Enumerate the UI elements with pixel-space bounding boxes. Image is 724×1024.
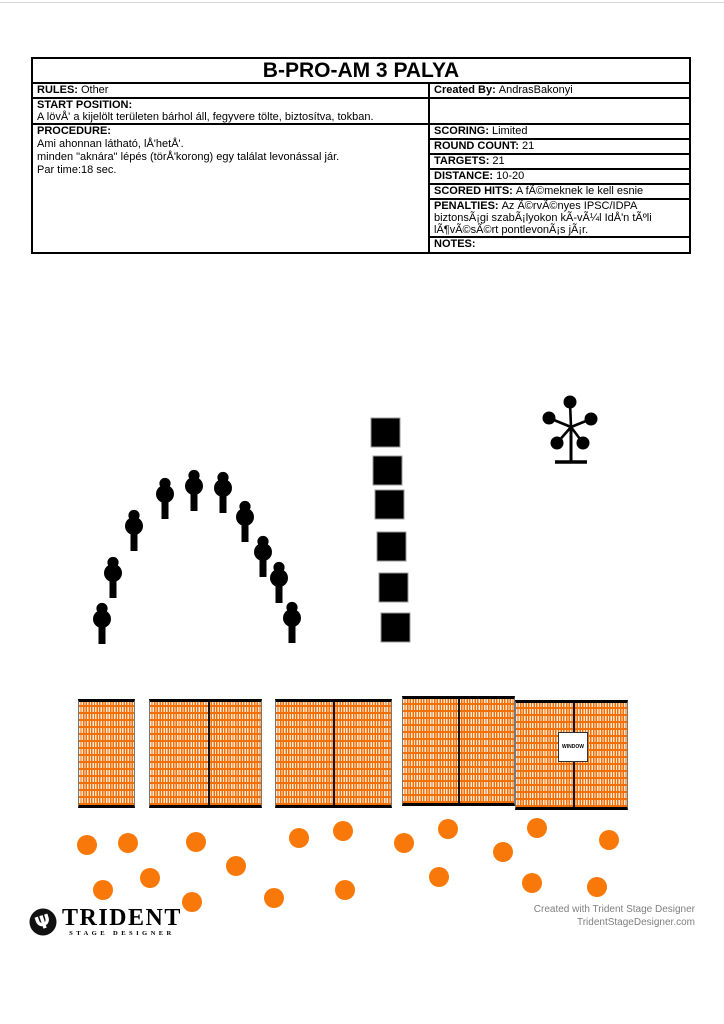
- plate-target: [381, 613, 410, 642]
- procedure-line: Par time:18 sec.: [37, 164, 117, 176]
- fault-dot: [226, 856, 246, 876]
- targets-label: TARGETS:: [434, 155, 490, 167]
- scoring-value: Limited: [492, 125, 528, 137]
- brand-subtitle: STAGE DESIGNER: [69, 929, 175, 937]
- popper-target: [283, 602, 301, 643]
- plate-target: [373, 456, 402, 485]
- procedure-line: Ami ahonnan látható, lÅ'hetÅ'.: [37, 138, 184, 150]
- plate-target: [379, 573, 408, 602]
- scoring-label: SCORING:: [434, 125, 489, 137]
- round-count-value: 21: [521, 140, 535, 152]
- notes-label: NOTES:: [434, 238, 476, 250]
- popper-target: [185, 470, 203, 511]
- fault-dot: [587, 877, 607, 897]
- credit-line: Created with Trident Stage Designer: [533, 904, 695, 915]
- fault-dot: [140, 868, 160, 888]
- plate-target: [375, 490, 404, 519]
- start-position-value: A lövÅ' a kijelölt területen bárhol áll, fegyvere tölte, biztosítva, tokban.: [37, 111, 374, 123]
- plate-target: [377, 532, 406, 561]
- fault-dot: [429, 867, 449, 887]
- window-label: WINDOW: [562, 744, 584, 750]
- popper-target: [93, 603, 111, 644]
- credits: [534, 903, 695, 929]
- svg-text:Ψ: Ψ: [32, 910, 54, 936]
- popper-target: [254, 536, 272, 577]
- targets-value: 21: [492, 155, 505, 167]
- fault-dot: [182, 892, 202, 912]
- stage-title: B-PRO-AM 3 PALYA: [33, 59, 689, 84]
- fault-dot: [438, 819, 458, 839]
- trident-icon: [28, 907, 58, 937]
- popper-target: [270, 562, 288, 603]
- start-position-label: START POSITION:: [37, 99, 133, 111]
- wall-window: [558, 732, 588, 762]
- popper-target: [125, 510, 143, 551]
- penalties-value: lÃ¶vÃ©sÃ©rt pontlevonÃ¡s jÃ¡r.: [434, 224, 589, 236]
- fault-dot: [335, 880, 355, 900]
- procedure-line: minden "aknára" lépés (törÅ'korong) egy találat levonással jár.: [37, 151, 340, 163]
- fault-dot: [527, 818, 547, 838]
- fault-dot: [522, 873, 542, 893]
- rules-label: RULES:: [37, 84, 78, 96]
- created-by-label: Created By:: [434, 84, 496, 96]
- fault-dot: [333, 821, 353, 841]
- fault-dot: [493, 842, 513, 862]
- plate-target: [371, 418, 400, 447]
- fault-dot: [118, 833, 138, 853]
- fault-dot: [264, 888, 284, 908]
- fault-dot: [289, 828, 309, 848]
- fault-dot: [186, 832, 206, 852]
- popper-target: [156, 478, 174, 519]
- distance-label: DISTANCE:: [434, 170, 494, 182]
- texas-star-target: [543, 396, 598, 463]
- fault-dot: [599, 830, 619, 850]
- fault-dot: [93, 880, 113, 900]
- procedure-label: PROCEDURE:: [37, 125, 111, 137]
- created-by-value: AndrasBakonyi: [498, 84, 573, 96]
- round-count-label: ROUND COUNT:: [434, 140, 519, 152]
- distance-value: 10-20: [496, 170, 525, 182]
- rules-value: Other: [80, 84, 109, 96]
- scored-hits-label: SCORED HITS:: [434, 185, 513, 197]
- penalties-value: biztonsÃ¡gi szabÃ¡lyokon kÃ-vÃ¼l IdÅ'n tÃºli: [434, 212, 652, 224]
- popper-target: [214, 472, 232, 513]
- trident-logo: [28, 904, 182, 937]
- popper-target: [104, 557, 122, 598]
- scored-hits-value: A fÃ©meknek le kell esnie: [515, 185, 644, 197]
- brand-name: TRIDENT: [62, 904, 182, 931]
- penalties-value: Az Ã©rvÃ©nyes IPSC/IDPA: [501, 200, 638, 212]
- logo-text: [62, 904, 182, 937]
- fault-dot: [394, 833, 414, 853]
- credit-link: TridentStageDesigner.com: [576, 917, 695, 928]
- fault-dot: [77, 835, 97, 855]
- popper-target: [236, 501, 254, 542]
- penalties-label: PENALTIES:: [434, 200, 499, 212]
